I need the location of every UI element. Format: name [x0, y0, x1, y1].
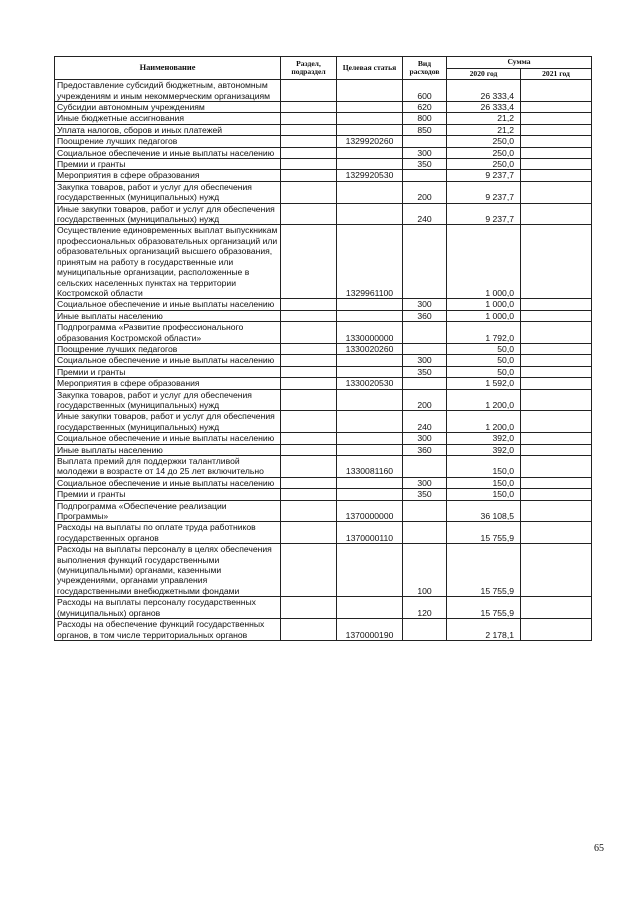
cell-sum-2020: 1 592,0	[447, 378, 521, 389]
header-section: Раздел, подраздел	[281, 57, 337, 80]
cell-section	[281, 355, 337, 366]
cell-name: Премии и гранты	[55, 366, 281, 377]
cell-kind: 360	[403, 310, 447, 321]
cell-target: 1330081160	[337, 456, 403, 478]
cell-section	[281, 299, 337, 310]
cell-sum-2020: 15 755,9	[447, 597, 521, 619]
cell-name: Поощрение лучших педагогов	[55, 343, 281, 354]
cell-sum-2020: 21,2	[447, 113, 521, 124]
cell-target	[337, 444, 403, 455]
cell-section	[281, 322, 337, 344]
cell-name: Премии и гранты	[55, 159, 281, 170]
table-row	[55, 456, 592, 478]
cell-sum-2021	[521, 170, 592, 181]
cell-sum-2021	[521, 411, 592, 433]
cell-target	[337, 159, 403, 170]
cell-sum-2021	[521, 225, 592, 299]
cell-name: Иные закупки товаров, работ и услуг для обеспечения государственных (муниципальных) нужд	[55, 203, 281, 225]
budget-table	[54, 56, 592, 641]
cell-target	[337, 124, 403, 135]
cell-sum-2020: 50,0	[447, 366, 521, 377]
cell-sum-2021	[521, 597, 592, 619]
cell-sum-2021	[521, 124, 592, 135]
cell-target: 1330020530	[337, 378, 403, 389]
cell-section	[281, 225, 337, 299]
table-row	[55, 477, 592, 488]
table-row	[55, 522, 592, 544]
cell-kind: 300	[403, 147, 447, 158]
cell-sum-2021	[521, 343, 592, 354]
cell-target	[337, 181, 403, 203]
table-row	[55, 597, 592, 619]
cell-target	[337, 102, 403, 113]
cell-kind: 300	[403, 355, 447, 366]
cell-sum-2020: 15 755,9	[447, 544, 521, 597]
cell-kind: 300	[403, 299, 447, 310]
cell-name: Мероприятия в сфере образования	[55, 170, 281, 181]
cell-target: 1370000110	[337, 522, 403, 544]
cell-kind: 120	[403, 597, 447, 619]
cell-kind: 200	[403, 389, 447, 411]
cell-section	[281, 619, 337, 641]
cell-target	[337, 544, 403, 597]
cell-sum-2021	[521, 147, 592, 158]
cell-sum-2021	[521, 113, 592, 124]
cell-sum-2020: 21,2	[447, 124, 521, 135]
cell-name: Субсидии автономным учреждениям	[55, 102, 281, 113]
cell-sum-2020: 15 755,9	[447, 522, 521, 544]
cell-section	[281, 170, 337, 181]
cell-section	[281, 433, 337, 444]
cell-name: Закупка товаров, работ и услуг для обеспечения государственных (муниципальных) нужд	[55, 389, 281, 411]
cell-target	[337, 80, 403, 102]
cell-sum-2021	[521, 159, 592, 170]
table-row	[55, 500, 592, 522]
cell-sum-2020: 392,0	[447, 444, 521, 455]
cell-target: 1329961100	[337, 225, 403, 299]
cell-kind: 100	[403, 544, 447, 597]
table-row	[55, 355, 592, 366]
cell-sum-2021	[521, 522, 592, 544]
cell-sum-2020: 1 792,0	[447, 322, 521, 344]
cell-kind: 600	[403, 80, 447, 102]
table-row	[55, 181, 592, 203]
cell-sum-2021	[521, 544, 592, 597]
cell-target	[337, 489, 403, 500]
cell-kind: 240	[403, 411, 447, 433]
cell-sum-2021	[521, 366, 592, 377]
cell-section	[281, 310, 337, 321]
table-row	[55, 203, 592, 225]
budget-table-page	[54, 56, 591, 641]
cell-target	[337, 433, 403, 444]
cell-name: Социальное обеспечение и иные выплаты населению	[55, 355, 281, 366]
cell-sum-2020: 1 000,0	[447, 299, 521, 310]
cell-kind: 300	[403, 433, 447, 444]
cell-sum-2020: 1 000,0	[447, 310, 521, 321]
table-row	[55, 170, 592, 181]
cell-name: Иные выплаты населению	[55, 444, 281, 455]
cell-target: 1370000190	[337, 619, 403, 641]
cell-section	[281, 159, 337, 170]
cell-sum-2020: 36 108,5	[447, 500, 521, 522]
cell-section	[281, 203, 337, 225]
cell-name: Расходы на обеспечение функций государственных органов, в том числе территориальных органов	[55, 619, 281, 641]
cell-name: Осуществление единовременных выплат выпускникам профессиональных образовательных организаций или образовательных организаций высшего образования, принятым на работу в государственные или муниципальные организации, расположенные в сельских населенных пунктах на территории Костромской области	[55, 225, 281, 299]
cell-name: Мероприятия в сфере образования	[55, 378, 281, 389]
cell-sum-2021	[521, 619, 592, 641]
cell-name: Иные бюджетные ассигнования	[55, 113, 281, 124]
cell-section	[281, 489, 337, 500]
cell-sum-2020: 392,0	[447, 433, 521, 444]
cell-target	[337, 113, 403, 124]
table-row	[55, 389, 592, 411]
cell-sum-2020: 9 237,7	[447, 203, 521, 225]
cell-section	[281, 444, 337, 455]
table-row	[55, 411, 592, 433]
table-row	[55, 619, 592, 641]
cell-kind: 350	[403, 489, 447, 500]
cell-sum-2021	[521, 378, 592, 389]
cell-sum-2020: 250,0	[447, 136, 521, 147]
cell-sum-2021	[521, 136, 592, 147]
cell-section	[281, 136, 337, 147]
cell-name: Подпрограмма «Развитие профессионального образования Костромской области»	[55, 322, 281, 344]
cell-sum-2020: 1 200,0	[447, 389, 521, 411]
cell-sum-2020: 250,0	[447, 147, 521, 158]
cell-name: Расходы на выплаты персоналу в целях обеспечения выполнения функций государственными (муниципальными) органами, казенными учреждениями, органами управления государственными внебюджетными фондами	[55, 544, 281, 597]
table-row	[55, 299, 592, 310]
cell-section	[281, 181, 337, 203]
cell-name: Расходы на выплаты персоналу государственных (муниципальных) органов	[55, 597, 281, 619]
cell-section	[281, 477, 337, 488]
cell-name: Выплата премий для поддержки талантливой молодежи в возрасте от 14 до 25 лет включительно	[55, 456, 281, 478]
header-year-2021: 2021 год	[521, 68, 592, 80]
table-row	[55, 80, 592, 102]
header-kind: Вид расходов	[403, 57, 447, 80]
cell-kind	[403, 619, 447, 641]
cell-kind: 800	[403, 113, 447, 124]
cell-sum-2021	[521, 444, 592, 455]
table-row	[55, 159, 592, 170]
cell-target: 1330000000	[337, 322, 403, 344]
cell-sum-2021	[521, 102, 592, 113]
cell-name: Социальное обеспечение и иные выплаты населению	[55, 433, 281, 444]
cell-kind: 200	[403, 181, 447, 203]
cell-section	[281, 378, 337, 389]
cell-sum-2020: 26 333,4	[447, 80, 521, 102]
cell-sum-2021	[521, 80, 592, 102]
cell-kind	[403, 522, 447, 544]
cell-kind	[403, 500, 447, 522]
cell-name: Уплата налогов, сборов и иных платежей	[55, 124, 281, 135]
cell-section	[281, 113, 337, 124]
cell-section	[281, 80, 337, 102]
cell-target: 1370000000	[337, 500, 403, 522]
cell-name: Подпрограмма «Обеспечение реализации Программы»	[55, 500, 281, 522]
cell-section	[281, 597, 337, 619]
cell-target: 1329920260	[337, 136, 403, 147]
table-row	[55, 378, 592, 389]
cell-sum-2021	[521, 203, 592, 225]
cell-section	[281, 522, 337, 544]
cell-target: 1329920530	[337, 170, 403, 181]
cell-section	[281, 456, 337, 478]
cell-sum-2020: 50,0	[447, 343, 521, 354]
cell-name: Предоставление субсидий бюджетным, автономным учреждениям и иным некоммерческим организациям	[55, 80, 281, 102]
table-row	[55, 433, 592, 444]
cell-section	[281, 124, 337, 135]
cell-target	[337, 310, 403, 321]
cell-kind	[403, 378, 447, 389]
cell-name: Социальное обеспечение и иные выплаты населению	[55, 477, 281, 488]
cell-name: Социальное обеспечение и иные выплаты населению	[55, 147, 281, 158]
cell-sum-2021	[521, 500, 592, 522]
header-name: Наименование	[55, 57, 281, 80]
table-row	[55, 343, 592, 354]
cell-target	[337, 389, 403, 411]
cell-section	[281, 544, 337, 597]
cell-sum-2020: 1 200,0	[447, 411, 521, 433]
cell-kind: 300	[403, 477, 447, 488]
cell-sum-2021	[521, 310, 592, 321]
cell-target: 1330020260	[337, 343, 403, 354]
cell-sum-2020: 150,0	[447, 477, 521, 488]
cell-sum-2020: 150,0	[447, 489, 521, 500]
cell-kind	[403, 322, 447, 344]
table-row	[55, 310, 592, 321]
cell-kind	[403, 225, 447, 299]
cell-target	[337, 355, 403, 366]
cell-sum-2020: 250,0	[447, 159, 521, 170]
cell-kind	[403, 456, 447, 478]
cell-sum-2021	[521, 433, 592, 444]
cell-kind: 350	[403, 159, 447, 170]
cell-name: Поощрение лучших педагогов	[55, 136, 281, 147]
page-number: 65	[594, 843, 604, 854]
header-target: Целевая статья	[337, 57, 403, 80]
table-row	[55, 225, 592, 299]
cell-section	[281, 411, 337, 433]
cell-sum-2020: 50,0	[447, 355, 521, 366]
cell-sum-2021	[521, 456, 592, 478]
cell-kind: 620	[403, 102, 447, 113]
cell-sum-2020: 9 237,7	[447, 181, 521, 203]
cell-section	[281, 102, 337, 113]
cell-sum-2020: 1 000,0	[447, 225, 521, 299]
cell-name: Расходы на выплаты по оплате труда работников государственных органов	[55, 522, 281, 544]
cell-name: Закупка товаров, работ и услуг для обеспечения государственных (муниципальных) нужд	[55, 181, 281, 203]
cell-sum-2021	[521, 355, 592, 366]
table-row	[55, 489, 592, 500]
table-row	[55, 147, 592, 158]
cell-section	[281, 147, 337, 158]
cell-sum-2021	[521, 389, 592, 411]
cell-target	[337, 299, 403, 310]
cell-target	[337, 477, 403, 488]
cell-sum-2020: 150,0	[447, 456, 521, 478]
cell-name: Премии и гранты	[55, 489, 281, 500]
header-sum: Сумма	[447, 57, 592, 69]
cell-section	[281, 389, 337, 411]
table-row	[55, 544, 592, 597]
cell-section	[281, 366, 337, 377]
table-row	[55, 113, 592, 124]
table-row	[55, 102, 592, 113]
cell-section	[281, 343, 337, 354]
cell-sum-2021	[521, 299, 592, 310]
cell-kind: 360	[403, 444, 447, 455]
table-body	[55, 80, 592, 641]
cell-sum-2020: 2 178,1	[447, 619, 521, 641]
cell-kind	[403, 343, 447, 354]
cell-kind	[403, 170, 447, 181]
cell-name: Социальное обеспечение и иные выплаты населению	[55, 299, 281, 310]
cell-sum-2021	[521, 477, 592, 488]
cell-name: Иные выплаты населению	[55, 310, 281, 321]
cell-kind	[403, 136, 447, 147]
cell-section	[281, 500, 337, 522]
cell-kind: 350	[403, 366, 447, 377]
cell-target	[337, 203, 403, 225]
cell-kind: 850	[403, 124, 447, 135]
cell-sum-2021	[521, 181, 592, 203]
cell-name: Иные закупки товаров, работ и услуг для обеспечения государственных (муниципальных) нужд	[55, 411, 281, 433]
cell-sum-2020: 26 333,4	[447, 102, 521, 113]
header-year-2020: 2020 год	[447, 68, 521, 80]
cell-sum-2020: 9 237,7	[447, 170, 521, 181]
cell-target	[337, 366, 403, 377]
table-row	[55, 366, 592, 377]
table-row	[55, 124, 592, 135]
cell-target	[337, 411, 403, 433]
table-row	[55, 322, 592, 344]
cell-sum-2021	[521, 322, 592, 344]
table-row	[55, 444, 592, 455]
table-row	[55, 136, 592, 147]
cell-sum-2021	[521, 489, 592, 500]
cell-kind: 240	[403, 203, 447, 225]
cell-target	[337, 597, 403, 619]
cell-target	[337, 147, 403, 158]
